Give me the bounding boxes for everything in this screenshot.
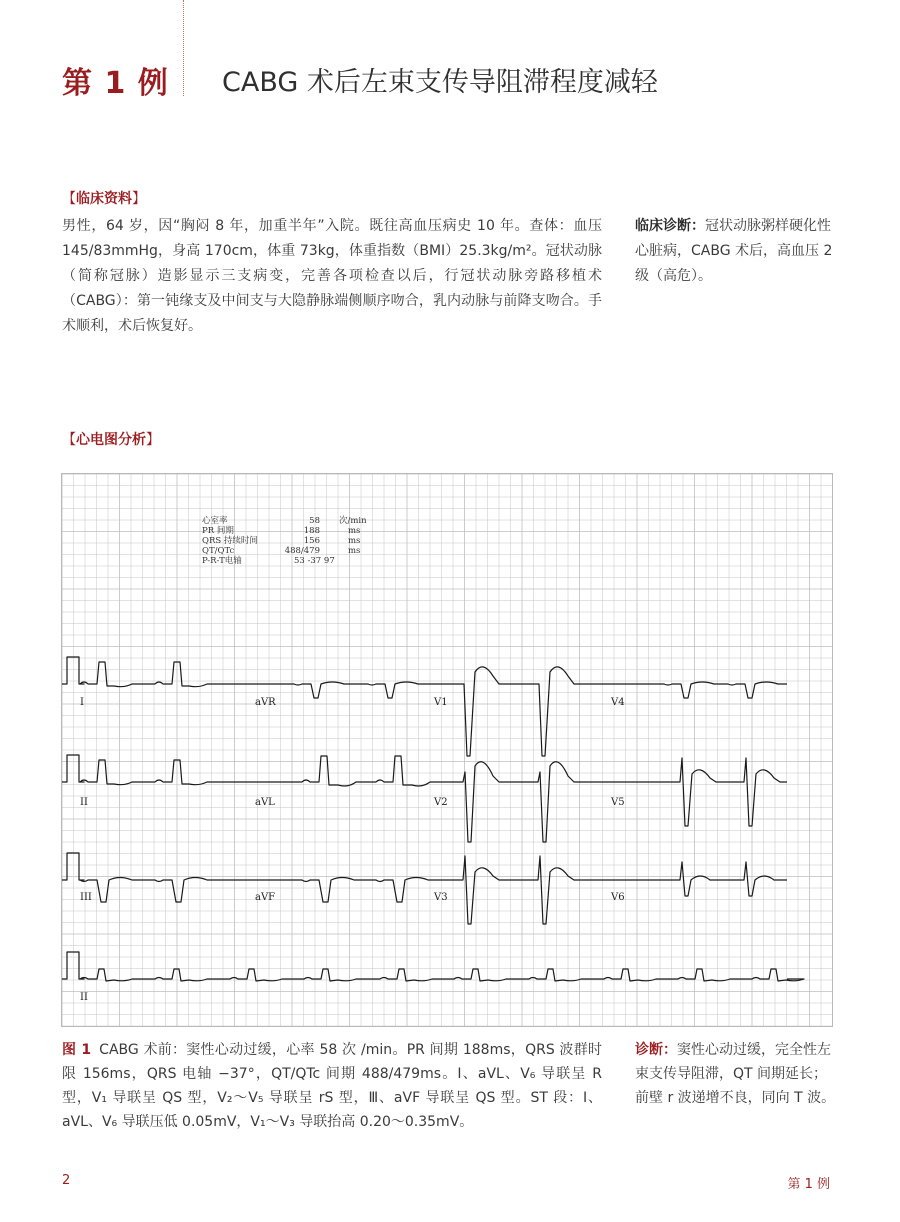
ecg-row-trace-4 <box>62 952 804 981</box>
measurement-table <box>202 515 367 566</box>
lead-label-v3: V3 <box>434 892 448 903</box>
figure-diagnosis <box>635 1038 840 1110</box>
lead-label-v5: V5 <box>611 797 625 808</box>
clinical-label-text: 临床资料 <box>76 191 132 207</box>
lead-label-ii-rhythm: II <box>80 992 88 1003</box>
lead-label-avf: aVF <box>255 892 276 903</box>
clinical-diagnosis-label: 临床诊断： <box>635 218 705 234</box>
figure-caption <box>62 1038 602 1134</box>
measurement-value-0: 58 <box>309 516 320 526</box>
ecg-row-trace-2 <box>62 755 787 842</box>
clinical-diagnosis-text: 冠状动脉粥样硬化性心脏病，CABG 术后，高血压 2 级（高危）。 <box>635 218 833 284</box>
measurement-name-0: 心室率 <box>202 516 228 526</box>
measurement-unit-0: 次/min <box>339 516 367 526</box>
measurement-unit-2: ms <box>348 536 361 546</box>
ecg-row-trace-3 <box>62 853 787 924</box>
clinical-diagnosis <box>635 214 840 289</box>
clinical-text: 男性，64 岁，因“胸闷 8 年，加重半年”入院。既往高血压病史 10 年。查体：血压 145/83mmHg，身高 170cm，体重 73kg，体重指数（BMI）25.3kg/m²。冠状动脉（简称冠脉）造影显示三支病变，完善各项检查以后，行冠状动脉旁路移植术（CABG）：第一钝缘支及中间支与大隐静脉端侧顺序吻合，乳内动脉与前降支吻合。手术顺利，术后恢复好。 <box>62 218 602 334</box>
figure-number: 图 1 <box>62 1042 92 1058</box>
ecg-row-trace-1 <box>62 657 787 756</box>
page-header <box>0 0 900 110</box>
section-label-clinical: 【临床资料】 <box>62 191 146 207</box>
lead-label-i: I <box>80 697 84 708</box>
ecg-figure <box>61 473 833 1027</box>
case-title: CABG 术后左束支传导阻滞程度减轻 <box>222 67 658 98</box>
measurement-value-4: 53 -37 97 <box>294 556 335 566</box>
figure-caption-text: CABG 术前：窦性心动过缓，心率 58 次 /min。PR 间期 188ms，QRS 波群时限 156ms，QRS 电轴 −37°，QT/QTc 间期 488/479ms。Ⅰ、aVL、V₆ 导联呈 R 型，V₁ 导联呈 QS 型，V₂～V₅ 导联呈 rS 型，Ⅲ、aVF 导联呈 QS 型。ST 段：Ⅰ、aVL、V₆ 导联压低 0.05mV，V₁～V₃ 导联抬高 0.20～0.35mV。 <box>62 1042 602 1130</box>
measurement-name-1: PR 间期 <box>202 526 234 536</box>
measurement-name-2: QRS 持续时间 <box>202 536 258 546</box>
running-title: 第 1 例 <box>787 1177 830 1192</box>
figure-diagnosis-text: 窦性心动过缓，完全性左束支传导阻滞，QT 间期延长；前壁 r 波递增不良，同向 T 波。 <box>635 1042 836 1106</box>
measurement-name-4: P-R-T电轴 <box>202 556 242 566</box>
case-number: 第 1 例 <box>62 66 169 101</box>
page-number: 2 <box>62 1173 71 1188</box>
measurement-unit-3: ms <box>348 546 361 556</box>
measurement-value-2: 156 <box>303 536 320 546</box>
ecg-grid <box>62 474 832 1026</box>
ecg-tracing <box>62 474 832 1026</box>
figure-diagnosis-label: 诊断： <box>635 1042 677 1058</box>
lead-label-avr: aVR <box>255 697 276 708</box>
measurement-value-1: 188 <box>303 526 320 536</box>
measurement-unit-1: ms <box>348 526 361 536</box>
lead-label-v6: V6 <box>611 892 625 903</box>
measurement-value-3: 488/479 <box>284 546 320 556</box>
ecg-label-text: 心电图分析 <box>76 432 146 448</box>
lead-label-v1: V1 <box>434 697 448 708</box>
lead-label-v2: V2 <box>434 797 448 808</box>
lead-label-v4: V4 <box>611 697 625 708</box>
lead-label-iii: III <box>80 892 92 903</box>
lead-label-avl: aVL <box>255 797 275 808</box>
lead-label-ii: II <box>80 797 88 808</box>
section-label-ecg: 【心电图分析】 <box>62 432 160 448</box>
measurement-name-3: QT/QTc <box>202 546 235 556</box>
header-divider <box>183 0 184 96</box>
